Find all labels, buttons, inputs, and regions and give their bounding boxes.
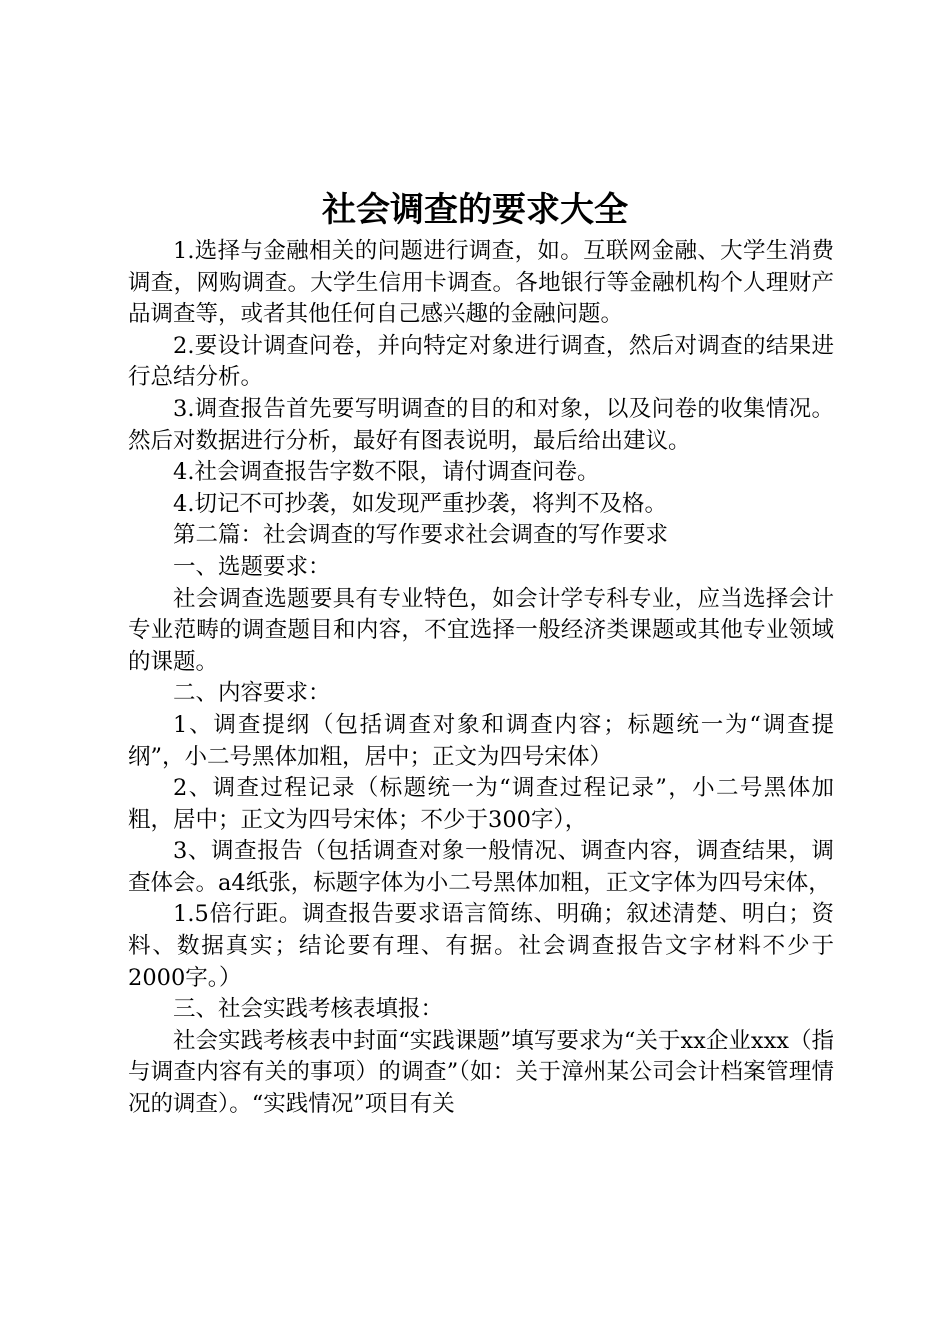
- paragraph-topic-requirements: 社会调查选题要具有专业特色，如会计学专科专业，应当选择会计专业范畴的调查题目和内容，不宜选择一般经济类课题或其他专业领域的课题。: [128, 585, 834, 675]
- section-heading-content-requirements: 二、内容要求：: [173, 680, 331, 707]
- paragraph-4: 4.社会调查报告字数不限，请付调查问卷。: [173, 459, 600, 486]
- document-body: [128, 236, 834, 1121]
- section-heading-assessment-form: 三、社会实践考核表填报：: [173, 996, 444, 1023]
- paragraph-assessment-form: 社会实践考核表中封面“实践课题”填写要求为“关于xx企业xxx（指与调查内容有关的事项）的调查”（如：关于漳州某公司会计档案管理情况的调查）。“实践情况”项目有关: [128, 1027, 834, 1118]
- paragraph-process-record: 2、调查过程记录（标题统一为“调查过程记录”，小二号黑体加粗，居中；正文为四号宋体；不少于300字），: [128, 775, 834, 833]
- paragraph-3: 3.调查报告首先要写明调查的目的和对象，以及问卷的收集情况。然后对数据进行分析，最好有图表说明，最后给出建议。: [128, 395, 834, 454]
- paragraph-2: 2.要设计调查问卷，并向特定对象进行调查，然后对调查的结果进行总结分析。: [128, 332, 834, 391]
- section-heading-part-two: 第二篇：社会调查的写作要求社会调查的写作要求: [173, 522, 669, 549]
- paragraph-5: 4.切记不可抄袭，如发现严重抄袭，将判不及格。: [173, 490, 667, 517]
- document-title: 社会调查的要求大全: [322, 190, 628, 230]
- paragraph-line-spacing: 1.5倍行距。调查报告要求语言简练、明确；叙述清楚、明白；资料、数据真实；结论要有理、有据。社会调查报告文字材料不少于2000字。）: [128, 901, 834, 991]
- paragraph-report: 3、调查报告（包括调查对象一般情况、调查内容，调查结果，调查体会。a4纸张，标题字体为小二号黑体加粗，正文字体为四号宋体，: [128, 838, 834, 896]
- paragraph-1: 1.选择与金融相关的问题进行调查，如。互联网金融、大学生消费调查，网购调查。大学生信用卡调查。各地银行等金融机构个人理财产品调查等，或者其他任何自己感兴趣的金融问题。: [128, 238, 834, 328]
- paragraph-outline: 1、调查提纲（包括调查对象和调查内容；标题统一为“调查提纲”，小二号黑体加粗，居中；正文为四号宋体）: [128, 711, 834, 770]
- section-heading-topic-requirements: 一、选题要求：: [173, 553, 331, 580]
